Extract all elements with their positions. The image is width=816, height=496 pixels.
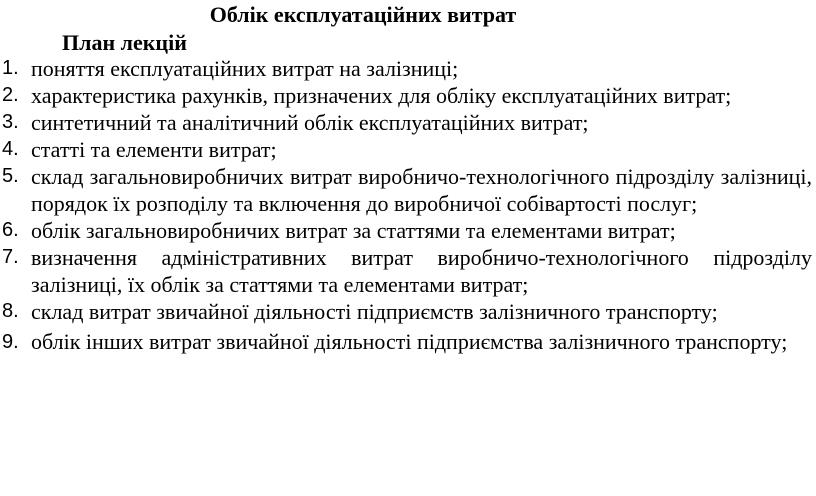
list-item (0, 163, 816, 217)
list-item-number: 7. (2, 246, 19, 268)
list-item-number: 9. (2, 331, 19, 353)
list-item-text: характеристика рахунків, призначених для обліку експлуатаційних витрат; (31, 83, 732, 108)
list-item-number: 4. (2, 138, 19, 160)
list-item-number: 6. (2, 219, 19, 241)
document-title: Облік експлуатаційних витрат (209, 2, 517, 27)
list-item-text: поняття експлуатаційних витрат на залізниці; (31, 56, 459, 81)
list-item-number: 2. (2, 84, 19, 106)
list-item (0, 136, 816, 163)
list-item-text: склад витрат звичайної діяльності підприємств залізничного транспорту; (31, 299, 718, 324)
list-item (0, 325, 816, 359)
lecture-plan-heading: План лекцій (62, 30, 187, 55)
list-item-number: 8. (2, 300, 19, 322)
list-item (0, 298, 816, 325)
list-item-number: 3. (2, 111, 19, 133)
list-item (0, 244, 816, 298)
list-item-number: 5. (2, 165, 19, 187)
list-item (0, 217, 816, 244)
list-item-text: облік інших витрат звичайної діяльності підприємства залізничного транспорту; (31, 329, 788, 354)
list-item-text: синтетичний та аналітичний облік експлуатаційних витрат; (31, 110, 589, 135)
list-item-text: визначення адміністративних витрат виробничо-технологічного підрозділу залізниці, їх облік за статтями та елементами витрат; (31, 245, 812, 297)
list-item (0, 109, 816, 136)
list-item-number: 1. (2, 57, 19, 79)
lecture-plan-list (0, 55, 816, 359)
list-item-text: статті та елементи витрат; (31, 137, 277, 162)
list-item-text: облік загальновиробничих витрат за статтями та елементами витрат; (31, 218, 676, 243)
list-item (0, 55, 816, 82)
list-item-text: склад загальновиробничих витрат виробничо-технологічного підрозділу залізниці, порядок їх розподілу та включення до виробничої собівартості послуг; (31, 164, 812, 216)
list-item (0, 82, 816, 109)
